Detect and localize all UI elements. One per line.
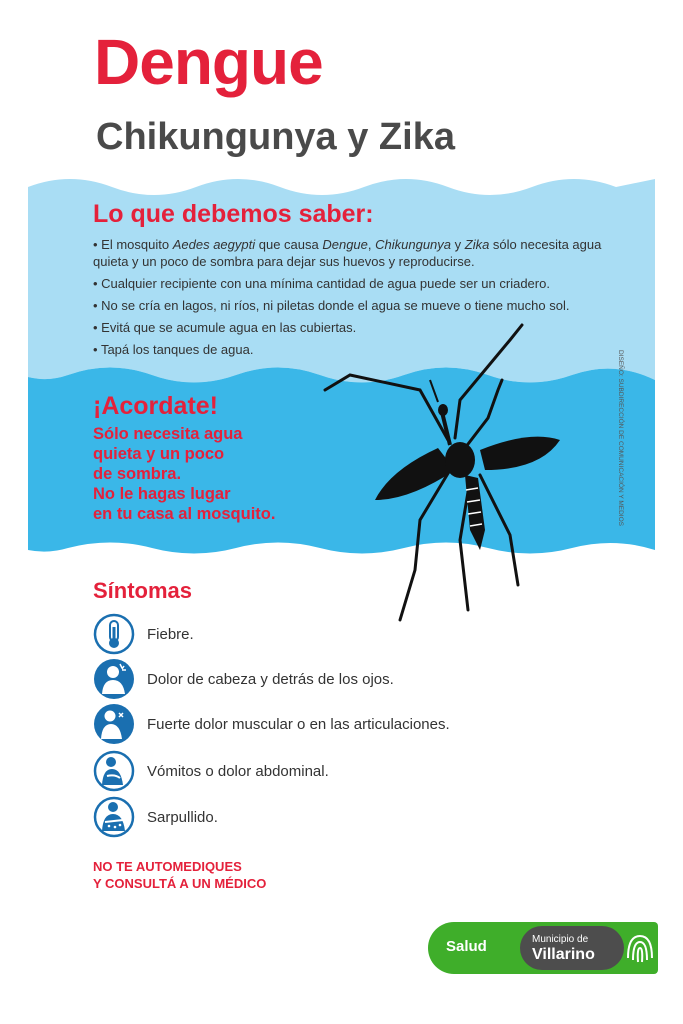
municipality-logo — [428, 922, 658, 974]
symptom-item — [93, 794, 218, 840]
page-subtitle: Chikungunya y Zika — [96, 116, 455, 158]
symptom-label: Fiebre. — [147, 625, 194, 643]
symptom-label: Sarpullido. — [147, 808, 218, 826]
headache-icon — [93, 658, 135, 700]
abdominal-pain-icon — [93, 750, 135, 792]
muscle-pain-icon — [93, 703, 135, 745]
symptom-label: Vómitos o dolor abdominal. — [147, 762, 329, 780]
fact-item: • Tapá los tanques de agua. — [93, 341, 603, 358]
fingerprint-icon — [624, 928, 656, 968]
section-title-know: Lo que debemos saber: — [93, 200, 374, 228]
mosquito-icon — [320, 320, 620, 640]
municipio-badge: Municipio de Villarino — [520, 922, 658, 974]
salud-badge: Salud — [428, 922, 532, 974]
page-title: Dengue — [94, 26, 323, 98]
symptom-item — [93, 656, 394, 702]
symptom-label: Dolor de cabeza y detrás de los ojos. — [147, 670, 394, 688]
symptom-item — [93, 701, 450, 747]
fact-item: • No se cría en lagos, ni ríos, ni piletas donde el agua se mueve o tiene mucho sol. — [93, 297, 603, 314]
symptom-item — [93, 611, 194, 657]
design-credit: DISEÑO: SUBDIRECCIÓN DE COMUNICACIÓN Y MEDIOS — [617, 350, 624, 527]
remember-text: Sólo necesita agua quieta y un poco de sombra. No le hagas lugar en tu casa al mosquito. — [93, 425, 276, 523]
symptom-label: Fuerte dolor muscular o en las articulaciones. — [147, 715, 450, 733]
symptom-item — [93, 748, 329, 794]
section-title-symptoms: Síntomas — [93, 578, 193, 603]
warning-text: NO TE AUTOMEDIQUES Y CONSULTÁ A UN MÉDICO — [93, 859, 267, 891]
section-title-remember: ¡Acordate! — [93, 392, 219, 420]
rash-icon — [93, 796, 135, 838]
thermometer-icon — [93, 613, 135, 655]
fact-item: • Cualquier recipiente con una mínima cantidad de agua puede ser un criadero. — [93, 275, 603, 292]
fact-item: • Evitá que se acumule agua en las cubiertas. — [93, 319, 603, 336]
fact-item: • El mosquito Aedes aegypti que causa Dengue, Chikungunya y Zika sólo necesita agua quieta y un poco de sombra para dejar sus huevos y reproducirse. — [93, 236, 603, 270]
